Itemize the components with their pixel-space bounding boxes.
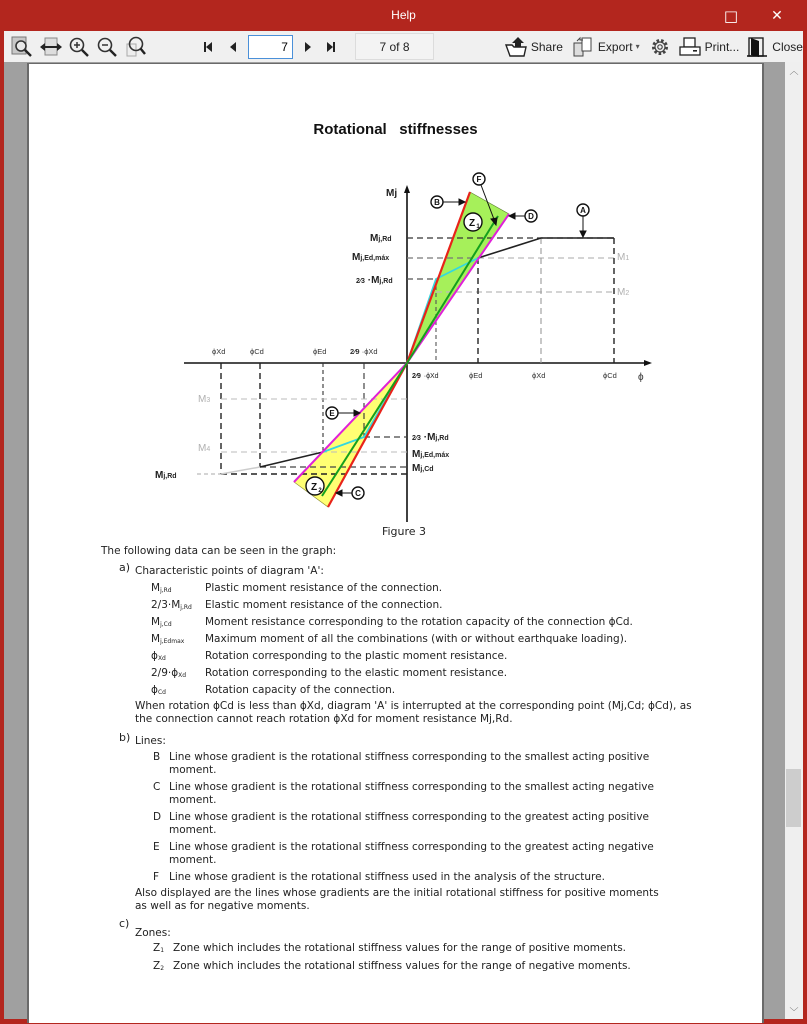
fit-width-button[interactable] <box>38 34 62 60</box>
zoom-page-button[interactable] <box>123 34 147 60</box>
svg-text:2: 2 <box>318 488 322 494</box>
chevron-down-icon: ﹀ <box>789 1007 799 1018</box>
next-page-icon <box>304 41 312 53</box>
svg-text:2⁄9 ·ϕXd: 2⁄9 ·ϕXd <box>350 347 378 356</box>
section-c-heading: Zones: <box>135 927 171 939</box>
line-desc: Line whose gradient is the rotational stiffness used in the analysis of the structure. <box>169 871 605 883</box>
line-letter: C <box>153 781 161 793</box>
svg-text:M2: M2 <box>617 287 630 298</box>
svg-text:C: C <box>355 489 361 498</box>
char-desc: Plastic moment resistance of the connection. <box>205 582 443 594</box>
title-bar <box>0 0 807 31</box>
svg-text:2⁄3 ·Mj,Rd: 2⁄3 ·Mj,Rd <box>356 275 393 286</box>
svg-text:D: D <box>528 212 534 221</box>
export-label: Export <box>597 39 633 54</box>
scroll-thumb[interactable] <box>786 769 801 827</box>
svg-text:M1: M1 <box>617 252 630 263</box>
char-desc: Maximum moment of all the combinations (with or without earthquake loading). <box>205 633 628 645</box>
first-page-button[interactable] <box>198 36 219 58</box>
scroll-down-button[interactable] <box>785 1003 803 1019</box>
zone-desc: Zone which includes the rotational stiffness values for the range of positive moments. <box>173 942 627 954</box>
page-count-display: 7 of 8 <box>355 33 434 60</box>
close-icon: ✕ <box>771 7 783 24</box>
char-symbol-phicd: ϕCd <box>151 684 166 696</box>
svg-text:ϕEd: ϕEd <box>469 371 483 380</box>
fit-width-icon <box>39 35 63 59</box>
previous-page-button[interactable] <box>222 36 243 58</box>
line-letter: B <box>153 751 161 763</box>
chevron-up-icon: ︿ <box>789 66 799 77</box>
door-exit-icon <box>745 35 769 59</box>
document-page <box>27 63 764 1023</box>
vertical-scrollbar[interactable] <box>785 62 803 1019</box>
settings-button[interactable] <box>648 34 672 60</box>
intro-text: The following data can be seen in the graph: <box>101 545 337 557</box>
char-symbol-2-9-phixd: 2/9·ϕXd <box>151 667 187 679</box>
svg-text:ϕCd: ϕCd <box>250 347 264 356</box>
line-desc-cont: moment. <box>169 764 217 776</box>
zoom-in-icon <box>67 35 91 59</box>
section-a-marker: a) <box>119 561 131 574</box>
zoom-page-icon <box>124 35 148 59</box>
maximize-button[interactable] <box>708 0 754 31</box>
figure-caption: Figure 3 <box>381 525 427 538</box>
zone-symbol-z2: Z2 <box>153 960 165 972</box>
svg-text:M4: M4 <box>198 443 211 454</box>
last-page-button[interactable] <box>321 36 342 58</box>
printer-icon <box>678 35 702 59</box>
svg-text:E: E <box>329 409 335 418</box>
svg-text:ϕXd: ϕXd <box>532 371 546 380</box>
section-a-heading: Characteristic points of diagram 'A': <box>135 565 324 577</box>
line-desc-cont: moment. <box>169 824 217 836</box>
svg-text:Z: Z <box>468 218 476 229</box>
rotational-stiffness-figure <box>29 64 764 524</box>
document-viewer[interactable] <box>4 62 785 1019</box>
first-page-icon <box>203 41 213 53</box>
svg-text:Mj,Ed,máx: Mj,Ed,máx <box>352 252 390 263</box>
line-letter: F <box>153 871 160 883</box>
last-page-icon <box>326 41 336 53</box>
char-symbol-mjedmax: Mj,Edmax <box>151 633 185 645</box>
svg-text:ϕCd: ϕCd <box>603 371 617 380</box>
close-button[interactable] <box>745 34 803 60</box>
svg-text:ϕEd: ϕEd <box>313 347 327 356</box>
line-desc: Line whose gradient is the rotational stiffness corresponding to the smallest acting negative <box>169 781 654 793</box>
section-b-marker: b) <box>119 731 131 744</box>
svg-text:Mj,Ed,máx: Mj,Ed,máx <box>412 449 450 460</box>
line-desc: Line whose gradient is the rotational stiffness corresponding to the smallest acting positive <box>169 751 650 763</box>
line-desc-cont: moment. <box>169 794 217 806</box>
char-desc: Rotation corresponding to the elastic moment resistance. <box>205 667 508 679</box>
print-button[interactable] <box>678 34 740 60</box>
close-label: Close <box>772 39 803 54</box>
svg-text:Mj,Cd: Mj,Cd <box>412 463 434 474</box>
line-letter: D <box>153 811 162 823</box>
share-button[interactable] <box>504 34 563 60</box>
gear-icon <box>648 35 672 59</box>
char-symbol-mjrd: Mj,Rd <box>151 582 172 594</box>
char-symbol-phixd: ϕXd <box>151 650 166 662</box>
svg-text:Mj,Rd: Mj,Rd <box>155 470 177 481</box>
svg-text:B: B <box>434 198 440 207</box>
section-a-note-2: the connection cannot reach rotation ϕXd for moment resistance Mj,Rd. <box>135 713 513 725</box>
svg-text:Mj,Rd: Mj,Rd <box>370 233 392 244</box>
window-title: Help <box>391 8 416 22</box>
line-desc: Line whose gradient is the rotational stiffness corresponding to the greatest acting negative <box>169 841 654 853</box>
y-axis-label: Mj <box>386 188 398 199</box>
next-page-button[interactable] <box>298 36 319 58</box>
zone-desc: Zone which includes the rotational stiffness values for the range of negative moments. <box>173 960 631 972</box>
section-c-marker: c) <box>119 917 130 930</box>
svg-text:A: A <box>580 206 586 215</box>
share-label: Share <box>530 39 563 54</box>
section-b-note-1: Also displayed are the lines whose gradients are the initial rotational stiffness for positive moments <box>135 887 659 899</box>
zoom-out-button[interactable] <box>95 34 119 60</box>
line-letter: E <box>153 841 160 853</box>
svg-text:Z: Z <box>310 482 318 493</box>
zoom-in-button[interactable] <box>67 34 91 60</box>
export-icon <box>571 35 595 59</box>
page-number-input[interactable] <box>248 35 293 59</box>
zoom-out-icon <box>95 35 119 59</box>
svg-text:2⁄9 ·ϕXd: 2⁄9 ·ϕXd <box>412 373 439 380</box>
close-window-button[interactable] <box>754 0 800 31</box>
export-button[interactable] <box>571 34 640 60</box>
char-symbol-mjcd: Mj,Cd <box>151 616 172 628</box>
print-label: Print... <box>704 39 740 54</box>
section-a-note-1: When rotation ϕCd is less than ϕXd, diagram 'A' is interrupted at the corresponding point (Mj,Cd; ϕCd), as <box>135 700 692 712</box>
line-desc-cont: moment. <box>169 854 217 866</box>
share-icon <box>504 35 528 59</box>
svg-text:F: F <box>476 175 482 184</box>
previous-page-icon <box>229 41 237 53</box>
char-symbol-2-3-mjrd: 2/3·Mj,Rd <box>151 599 192 611</box>
maximize-icon: □ <box>723 6 739 25</box>
char-desc: Rotation capacity of the connection. <box>205 684 396 696</box>
line-desc: Line whose gradient is the rotational stiffness corresponding to the greatest acting positive <box>169 811 650 823</box>
svg-text:ϕXd: ϕXd <box>212 347 226 356</box>
fit-page-icon <box>10 35 34 59</box>
export-dropdown-icon: ▾ <box>635 42 640 51</box>
toolbar <box>4 31 803 62</box>
scroll-up-button[interactable] <box>785 62 803 78</box>
page-title: Rotational stiffnesses <box>313 121 478 138</box>
svg-text:1: 1 <box>476 224 480 230</box>
section-b-note-2: as well as for negative moments. <box>135 900 310 912</box>
section-b-heading: Lines: <box>135 735 166 747</box>
char-desc: Elastic moment resistance of the connection. <box>205 599 443 611</box>
svg-text:M3: M3 <box>198 394 211 405</box>
svg-text:ϕ: ϕ <box>638 372 644 383</box>
char-desc: Rotation corresponding to the plastic moment resistance. <box>205 650 508 662</box>
char-desc: Moment resistance corresponding to the rotation capacity of the connection ϕCd. <box>205 616 633 628</box>
fit-page-button[interactable] <box>10 34 34 60</box>
svg-text:2⁄3 ·Mj,Rd: 2⁄3 ·Mj,Rd <box>412 432 449 443</box>
zone-symbol-z1: Z1 <box>153 942 165 954</box>
